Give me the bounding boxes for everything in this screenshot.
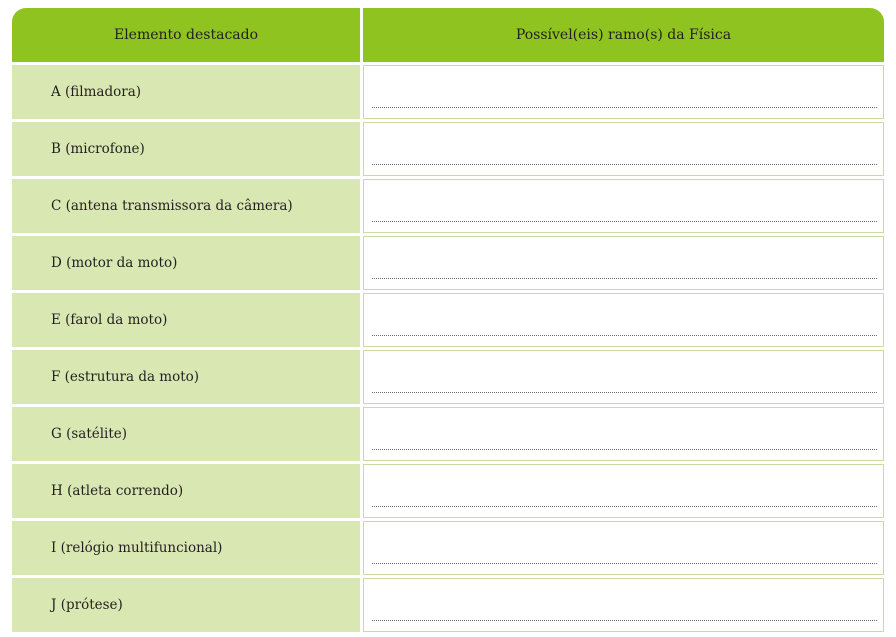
header-element-column: Elemento destacado	[12, 8, 363, 62]
header-physics-branch-column: Possível(eis) ramo(s) da Física	[515, 27, 732, 43]
element-cell: H (atleta correndo)	[12, 464, 363, 518]
table-row	[12, 122, 884, 176]
element-cell: D (motor da moto)	[12, 236, 363, 290]
element-cell: J (prótese)	[12, 578, 363, 632]
table-row	[12, 464, 884, 518]
answer-cell[interactable]	[363, 65, 884, 119]
answer-line	[372, 392, 877, 393]
element-cell: B (microfone)	[12, 122, 363, 176]
answer-cell[interactable]	[363, 236, 884, 290]
answer-cell[interactable]	[363, 179, 884, 233]
answer-line	[372, 221, 877, 222]
answer-cell[interactable]	[363, 293, 884, 347]
element-cell: A (filmadora)	[12, 65, 363, 119]
element-cell: F (estrutura da moto)	[12, 350, 363, 404]
answer-cell[interactable]	[363, 122, 884, 176]
table-body	[12, 65, 884, 634]
table-row	[12, 236, 884, 290]
table-row	[12, 578, 884, 632]
answer-line	[372, 563, 877, 564]
table-header	[12, 8, 884, 62]
answer-line	[372, 506, 877, 507]
element-cell: G (satélite)	[12, 407, 363, 461]
element-cell: C (antena transmissora da câmera)	[12, 179, 363, 233]
answer-cell[interactable]	[363, 350, 884, 404]
table-row	[12, 521, 884, 575]
answer-line	[372, 449, 877, 450]
table-row	[12, 65, 884, 119]
element-cell: I (relógio multifuncional)	[12, 521, 363, 575]
table-row	[12, 350, 884, 404]
answer-line	[372, 164, 877, 165]
answer-line	[372, 278, 877, 279]
answer-cell[interactable]	[363, 521, 884, 575]
answer-cell[interactable]	[363, 407, 884, 461]
physics-table	[12, 8, 884, 634]
table-row	[12, 407, 884, 461]
answer-line	[372, 335, 877, 336]
answer-cell[interactable]	[363, 464, 884, 518]
table-row	[12, 293, 884, 347]
element-cell: E (farol da moto)	[12, 293, 363, 347]
table-row	[12, 179, 884, 233]
answer-line	[372, 620, 877, 621]
answer-cell[interactable]	[363, 578, 884, 632]
answer-line	[372, 107, 877, 108]
